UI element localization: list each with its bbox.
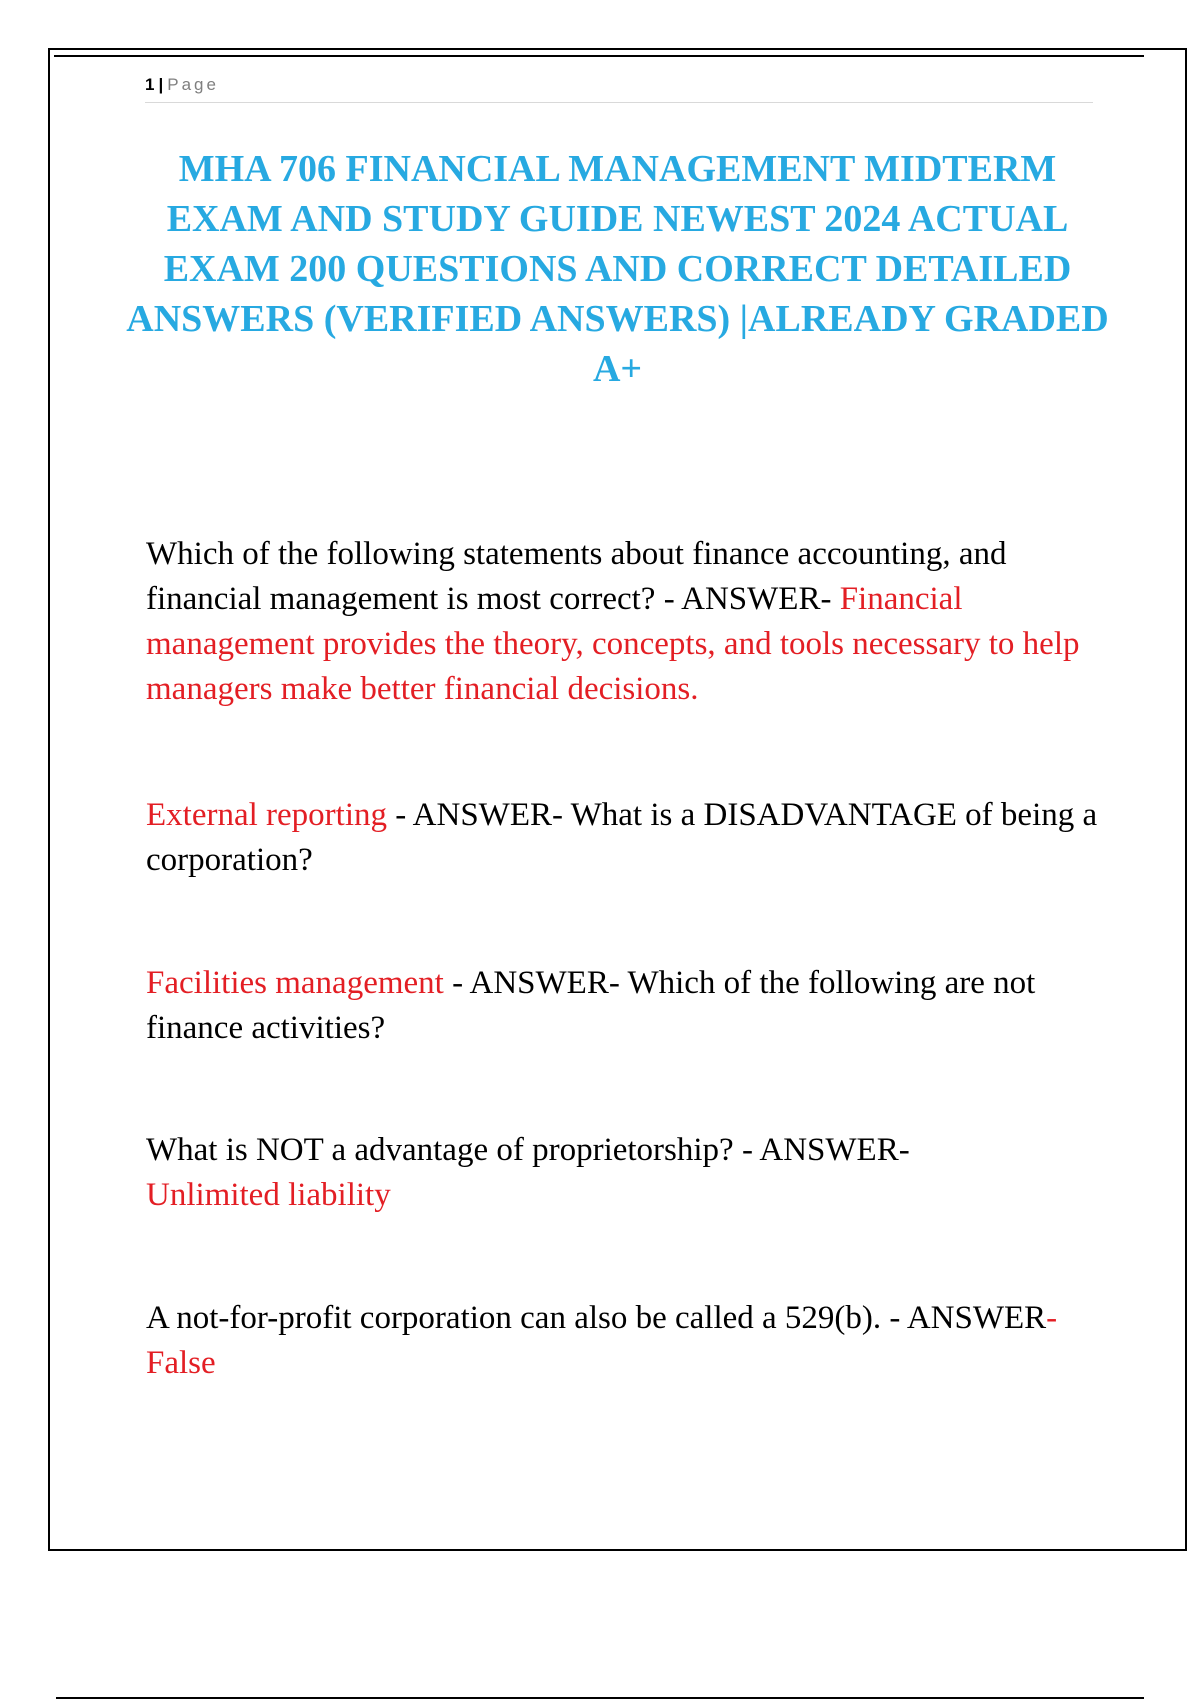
question-text: What is NOT a advantage of proprietorship? - ANSWER- (146, 1132, 910, 1168)
question-text: - ANSWER- Which of the following are not finance activities? (146, 965, 1036, 1046)
answer-text: External reporting (146, 797, 387, 833)
qa-item (146, 1128, 1106, 1218)
page-separator: | (158, 75, 164, 94)
qa-item (146, 532, 1106, 712)
answer-text: - False (146, 1300, 1058, 1381)
answer-text: Financial management provides the theory, concepts, and tools necessary to help managers make better financial decisions. (146, 581, 1080, 707)
page-label: Page (167, 75, 219, 94)
question-text: Which of the following statements about finance accounting, and financial management is most correct? - ANSWER- (146, 536, 1007, 617)
qa-item (146, 1296, 1106, 1386)
answer-text: Facilities management (146, 965, 444, 1001)
bottom-border-line (56, 1697, 1144, 1699)
page-number: 1 (145, 75, 155, 94)
document-title: MHA 706 FINANCIAL MANAGEMENT MIDTERM EXAM AND STUDY GUIDE NEWEST 2024 ACTUAL EXAM 200 QUESTIONS AND CORRECT DETAILED ANSWERS (VERIFIED ANSWERS) |ALREADY GRADED A+ (126, 148, 1109, 390)
qa-item (146, 961, 1106, 1051)
qa-item (146, 793, 1106, 883)
answer-text: Unlimited liability (146, 1177, 391, 1213)
question-text: A not-for-profit corporation can also be called a 529(b). - ANSWER (146, 1300, 1047, 1336)
question-text: - ANSWER- What is a DISADVANTAGE of being a corporation? (146, 797, 1098, 878)
page-header (145, 74, 1093, 103)
